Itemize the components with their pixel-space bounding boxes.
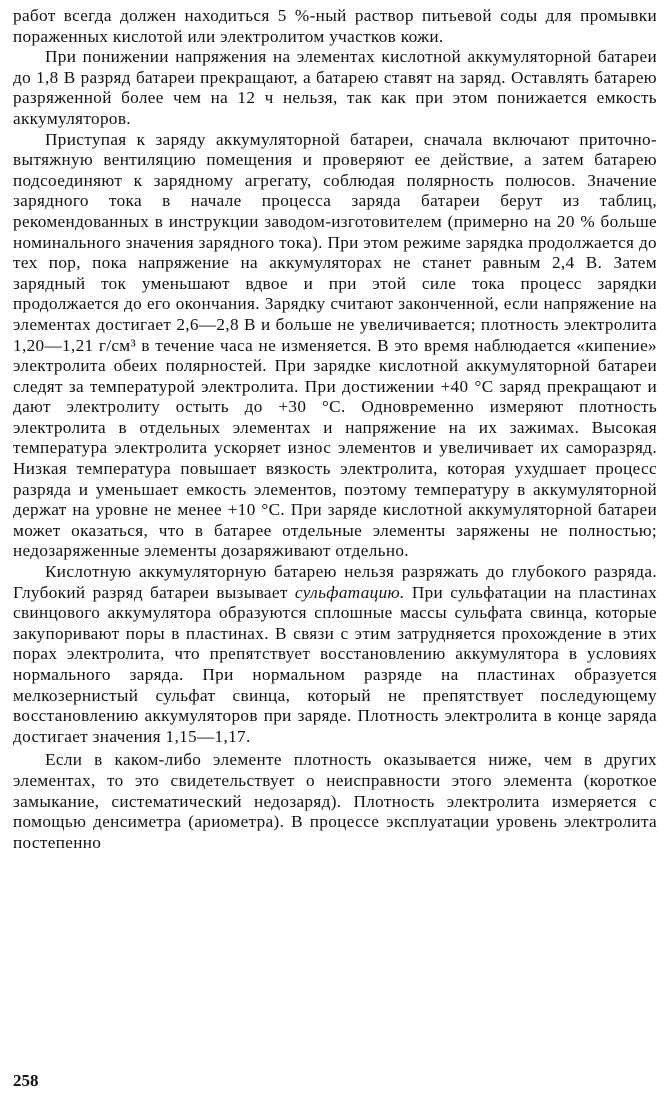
paragraph-text: При сульфатации на пластинах свинцового аккумулятора образуются сплошные массы сульфата свинца, которые закупоривают поры в пластинах. В связи с этим затрудняется прохождение в этих порах электролита, что препятствует восстановлению аккумулятора в условиях нормального заряда. При нормальном разряде на пластинах образуется мелкозернистый сульфат свинца, который не препятствует последующему восстановлению аккумуляторов при заряде. Плотность электролита в конце заряда достигает значения 1,15—1,17.: [13, 582, 658, 746]
paragraph-text: Приступая к заряду аккумуляторной батареи, сначала включают приточно-вытяжную вентиляцию помещения и проверяют ее действие, а затем батарею подсоединяют к зарядному агрегату, соблюдая полярность полюсов. Значение зарядного тока в начале процесса заряда батареи берут из таблиц, рекомендованных в инструкции заводом-изготовителем (примерно на 20 % больше номинального значения зарядного тока). При этом режиме зарядка продолжается до тех пор, пока напряжение на аккумуляторах не станет равным 2,4 В. Затем зарядный ток уменьшают вдвое и при этой силе тока процесс зарядки продолжается до его окончания. Зарядку считают законченной, если напряжение на элементах достигает 2,6—2,8 В и больше не увеличивается; плотность электролита 1,20—1,21 г/см³ в течение часа не изменяется. В это время наблюдается «кипение» электролита обеих полярностей. При зарядке кислотной аккумуляторной батареи следят за температурой электролита. При достижении +40 °С заряд прекращают и дают электролиту остыть до +30 °С. Одновременно измеряют плотность электролита в отдельных элементах и напряжение на их зажимах. Высокая температура электролита ускоряет износ элементов и увеличивает их саморазряд. Низкая температура повышает вязкость электролита, которая ухудшает процесс разряда и уменьшает емкость элементов, поэтому температуру в аккумуляторной держат на уровне не менее +10 °С. При заряде кислотной аккумуляторной батареи может оказаться, что в батарее отдельные элементы заряжены не полностью; недозаряженные элементы дозаряживают отдельно.: [13, 129, 657, 561]
paragraph-text: Если в каком-либо элементе плотность оказывается ниже, чем в других элементах, то это свидетельствует о неисправности этого элемента (короткое замыкание, систематический недозаряд). Плотность электролита измеряется с помощью денсиметра (ариометра). В процессе эксплуатации уровень электролита постепенно: [13, 750, 657, 852]
paragraph-voltage-drop: [13, 47, 657, 129]
paragraph-term-italic: сульфатацию.: [294, 582, 405, 602]
page-number: 258: [13, 1071, 39, 1090]
paragraph-intro-continuation: [13, 6, 657, 47]
paragraph-sulfation: [13, 562, 657, 747]
paragraph-density-measurement: [13, 750, 657, 853]
paragraph-text: Кислотную аккумуляторную батарею нельзя разряжать до глубокого разряда. Глубокий разряд батареи вызывает: [13, 562, 657, 602]
document-page: [13, 6, 657, 853]
paragraph-text: работ всегда должен находиться 5 %-ный раствор питьевой соды для промывки пораженных кислотой или электролитом участков кожи.: [13, 6, 657, 46]
paragraph-text: При понижении напряжения на элементах кислотной аккумуляторной батареи до 1,8 В разряд батареи прекращают, а батарею ставят на заряд. Оставлять батарею разряженной более чем на 12 ч нельзя, так как при этом понижается емкость аккумуляторов.: [13, 47, 657, 128]
paragraph-charging-procedure: [13, 130, 657, 562]
